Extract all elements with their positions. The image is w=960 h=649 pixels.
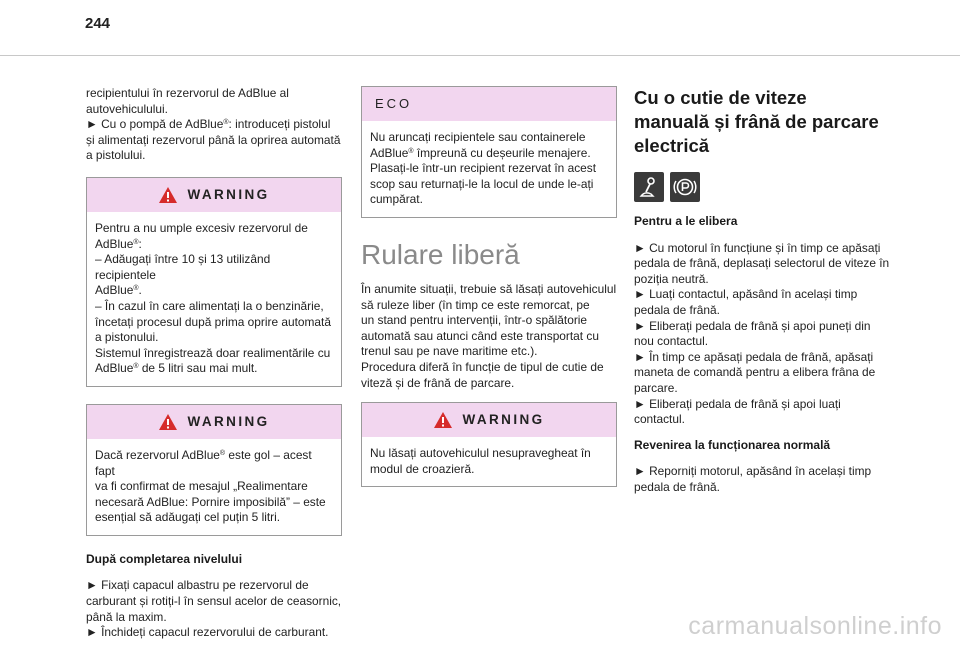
icon-row (634, 172, 902, 202)
return-normal-heading: Revenirea la funcționarea normală (634, 437, 831, 452)
warning-box-1-title: WARNING (187, 187, 270, 203)
warning-box-3-body: Nu lăsați autovehiculul nesupravegheat în modul de croazieră. (370, 446, 591, 476)
header-divider (0, 55, 960, 56)
eco-box-title: ECO (375, 96, 413, 112)
warning-triangle-icon (158, 186, 178, 204)
warning-box-2-title: WARNING (187, 414, 270, 430)
return-normal-body: ► Reporniți motorul, apăsând în același timp pedala de frână. (634, 464, 872, 494)
warning-box-1-body: Pentru a nu umple excesiv rezervorul de AdBlue®: – Adăugați între 10 și 13 utilizând recipientele AdBlue®. – În cazul în care alimentați la o benzinărie, încetați procesul după prima oprire automată a pistonului. Sistemul înregistrează doar realimentările cu AdBlue® de 5 litri sau mai mult. (95, 220, 331, 376)
gear-lever-icon (634, 172, 664, 202)
warning-box-3-header (362, 403, 616, 437)
warning-triangle-icon (158, 413, 178, 431)
release-heading: Pentru a le elibera (634, 214, 738, 228)
eco-box-header (362, 87, 616, 121)
warning-triangle-icon (433, 411, 453, 429)
page-number: 244 (85, 15, 111, 32)
column-3 (634, 86, 902, 496)
parking-brake-icon (670, 172, 700, 202)
release-body: ► Cu motorul în funcțiune și în timp ce apăsați pedala de frână, deplasați selectorul de viteze în poziția neutră. ► Luați contactul, apăsând în același timp pedala de frână. ► Eliberați pedala de frână și apoi puneți din nou contactul. ► În timp ce apăsați pedala de frână, apăsați maneta de comandă pentru a elibera frâna de parcare. ► Eliberați pedala de frână și apoi luați contactul. (634, 240, 890, 427)
free-wheeling-body: În anumite situații, trebuie să lăsați autovehiculul să ruleze liber (în timp ce este remorcat, pe un stand pentru intervenții, într-o spălătorie automată sau atunci când este transportat cu trenul sau pe nave maritime etc.). Procedura diferă în funcție de tipul de cutie de viteză și de frână de parcare. (361, 281, 617, 390)
warning-box-2-body: Dacă rezervorul AdBlue® este gol – acest fapt va fi confirmat de mesajul „Realimentare necesară AdBlue: Pornire imposibilă” – este esențial să adăugați cel puțin 5 litri. (95, 447, 326, 525)
eco-box (361, 86, 617, 218)
warning-box-3-title: WARNING (462, 412, 545, 428)
column-2 (361, 86, 617, 487)
intro-text: recipientului în rezervorul de AdBlue al autovehiculului. ► Cu o pompă de AdBlue®: introduceți pistolul și alimentați rezervorul până la oprirea automată a pistolului. (86, 86, 341, 163)
after-filling-body: ► Fixați capacul albastru pe rezervorul de carburant și rotiți-l în sensul acelor de ceasornic, până la maxim. ► Închideți capacul rezervorului de carburant. (86, 578, 342, 640)
warning-box-2 (86, 404, 342, 536)
manual-gearbox-heading: Cu o cutie de viteze manuală și frână de parcare electrică (634, 87, 879, 156)
column-1 (86, 86, 342, 641)
watermark: carmanualsonline.info (688, 612, 942, 640)
warning-box-1-header (87, 178, 341, 212)
eco-box-body: Nu aruncați recipientele sau containerele AdBlue® împreună cu deșeurile menajere. Plasați-le într-un recipient rezervat în acest scop sau returnați-le la locul de unde le-ați cumpărat. (370, 130, 597, 207)
warning-box-3 (361, 402, 617, 487)
warning-box-1 (86, 177, 342, 387)
section-title-free-wheeling: Rulare liberă (361, 238, 520, 270)
warning-box-2-header (87, 405, 341, 439)
after-filling-heading: După completarea nivelului (86, 551, 243, 566)
